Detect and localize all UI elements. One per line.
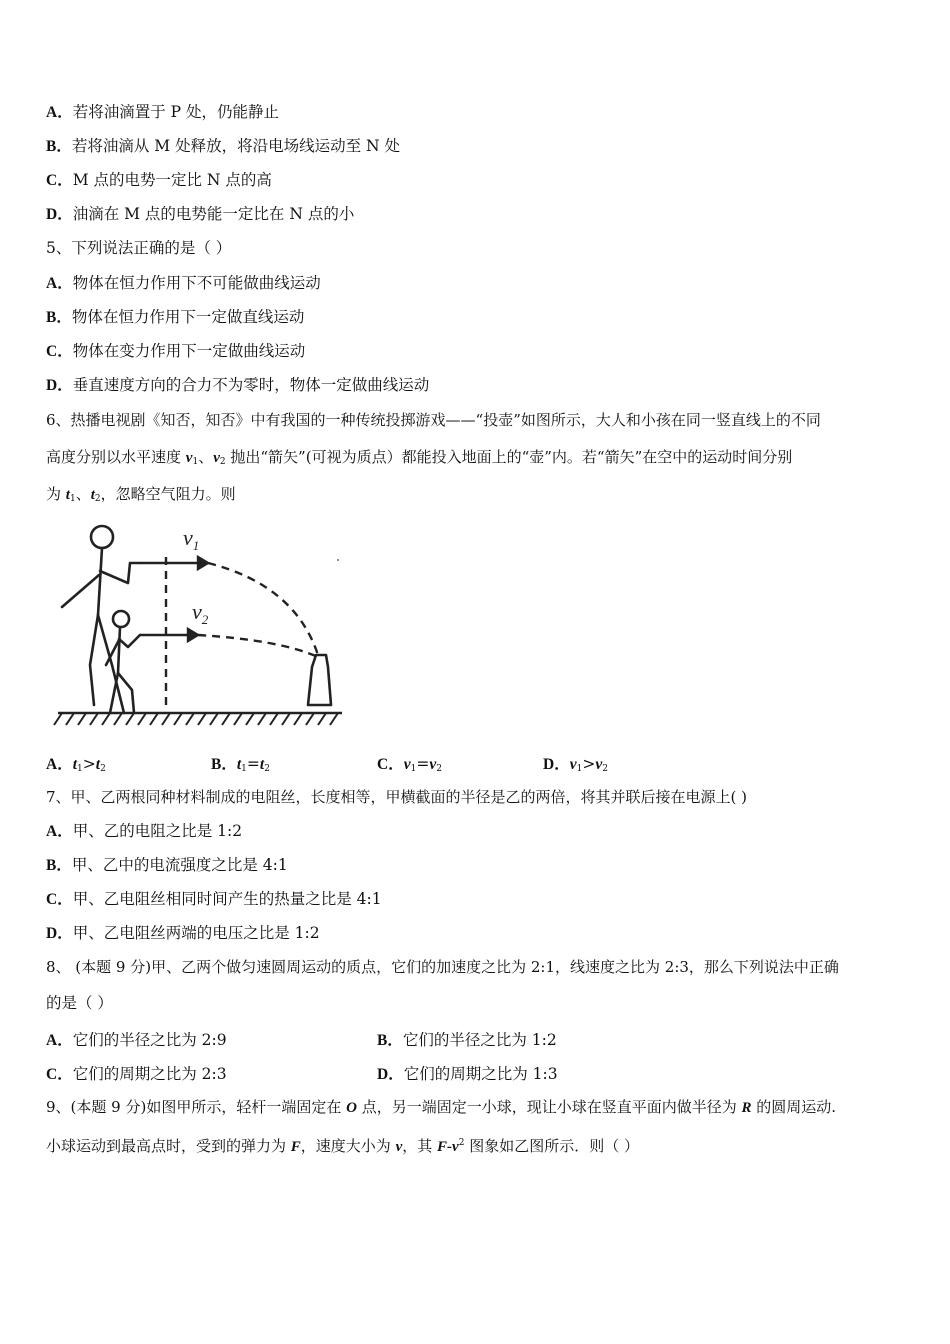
ground-hatch-line bbox=[222, 713, 230, 725]
q4-option-a bbox=[46, 102, 279, 123]
q8-stem-line2: 的是（ ） bbox=[46, 994, 113, 1012]
option-text: 甲、乙中的电流强度之比是 4:1 bbox=[71, 856, 288, 874]
q6-options bbox=[0, 752, 950, 772]
label-v2: $v_2$ bbox=[192, 599, 209, 627]
rhs: v bbox=[429, 756, 437, 773]
ground-hatch-line bbox=[282, 713, 290, 725]
ground-hatch-line bbox=[162, 713, 170, 725]
ground-hatch-line bbox=[258, 713, 266, 725]
child-leg-back bbox=[110, 673, 118, 713]
q9-text: 点，另一端固定一小球，现让小球在竖直平面内做半径为 bbox=[356, 1098, 742, 1116]
q8-options-row1 bbox=[0, 1028, 950, 1048]
q8-option-b bbox=[377, 1028, 557, 1050]
sub-1: 1 bbox=[69, 494, 76, 504]
ground-hatch-line bbox=[66, 713, 74, 725]
sub: 1 bbox=[77, 764, 83, 774]
sub-2: 2 bbox=[94, 494, 101, 504]
sub-1: 1 bbox=[192, 457, 199, 467]
option-letter: A． bbox=[46, 1032, 73, 1049]
adult-head bbox=[91, 526, 113, 548]
q9-text: 图象如乙图所示．则（ ） bbox=[464, 1137, 639, 1155]
option-letter: C． bbox=[46, 1066, 73, 1083]
option-letter: B． bbox=[46, 138, 72, 155]
option-text: 它们的周期之比为 2:3 bbox=[72, 1065, 227, 1083]
q9-text: ，其 bbox=[402, 1137, 438, 1155]
option-text: 若将油滴置于 P 处，仍能静止 bbox=[72, 103, 279, 121]
option-letter: B． bbox=[377, 1032, 403, 1049]
q8-option-c bbox=[46, 1062, 227, 1084]
separator: 、 bbox=[75, 485, 91, 503]
toss-pot-figure bbox=[50, 515, 350, 737]
option-text: 油滴在 M 点的电势能一定比在 N 点的小 bbox=[72, 205, 355, 223]
var-o: O bbox=[346, 1100, 357, 1116]
ground-hatch-line bbox=[270, 713, 278, 725]
child-throwing-arm bbox=[119, 635, 140, 647]
v2-arrow-head bbox=[188, 629, 198, 641]
ground bbox=[54, 713, 342, 725]
option-letter: A． bbox=[46, 823, 73, 840]
var-v2: v bbox=[213, 450, 220, 466]
ground-hatch-line bbox=[78, 713, 86, 725]
rhs: v bbox=[595, 756, 603, 773]
q9-text: 9、(本题 9 分)如图甲所示，轻杆一端固定在 bbox=[46, 1098, 347, 1116]
option-letter: C． bbox=[377, 756, 404, 773]
var-f-v: F-v bbox=[437, 1139, 459, 1155]
ground-hatch-line bbox=[150, 713, 158, 725]
ground-hatch-line bbox=[318, 713, 326, 725]
option-letter: B． bbox=[46, 857, 72, 874]
q8-options-row2 bbox=[0, 1062, 950, 1082]
v1-trajectory bbox=[208, 563, 318, 655]
op: > bbox=[82, 755, 96, 773]
option-text: 甲、乙电阻丝相同时间产生的热量之比是 4:1 bbox=[72, 890, 382, 908]
q6-text: ，忽略空气阻力。则 bbox=[100, 485, 236, 503]
q9-stem-line1 bbox=[46, 1097, 836, 1118]
option-letter: B． bbox=[211, 756, 237, 773]
option-text: 它们的半径之比为 2:9 bbox=[72, 1031, 227, 1049]
option-text: 垂直速度方向的合力不为零时，物体一定做曲线运动 bbox=[72, 376, 430, 394]
sub-2: 2 bbox=[219, 457, 226, 467]
q7-option-d bbox=[46, 923, 320, 944]
var-t2: t bbox=[90, 487, 95, 503]
v2-trajectory bbox=[198, 635, 318, 657]
separator: 、 bbox=[198, 448, 214, 466]
sub: 2 bbox=[264, 764, 270, 774]
q6-option-a bbox=[46, 752, 106, 774]
q4-option-d bbox=[46, 204, 354, 225]
q6-text: 高度分别以水平速度 bbox=[46, 448, 186, 466]
q6-stem-line3 bbox=[46, 484, 236, 509]
q6-option-c bbox=[377, 752, 442, 774]
lhs: v bbox=[569, 756, 577, 773]
q5-option-b bbox=[46, 307, 304, 328]
ground-hatch-line bbox=[126, 713, 134, 725]
q9-text: 的圆周运动. bbox=[751, 1098, 837, 1116]
q6-stem-line2 bbox=[46, 447, 792, 472]
option-letter: D． bbox=[46, 925, 73, 942]
q5-option-a bbox=[46, 273, 321, 294]
q4-option-b bbox=[46, 136, 400, 157]
q6-text: 抛出“箭矢”(可视为质点）都能投入地面上的“壶”内。若“箭矢”在空中的运动时间分别 bbox=[225, 448, 793, 466]
label-v1: $v_1$ bbox=[183, 525, 200, 553]
option-letter: A． bbox=[46, 756, 73, 773]
var-t1: t bbox=[65, 487, 70, 503]
op: = bbox=[416, 755, 430, 773]
adult-back-arm bbox=[62, 575, 99, 607]
op: > bbox=[582, 755, 596, 773]
option-letter: C． bbox=[46, 343, 73, 360]
superscript: 2 bbox=[458, 1138, 465, 1148]
option-letter: D． bbox=[543, 756, 570, 773]
q6-option-d bbox=[543, 752, 608, 774]
q4-option-c bbox=[46, 170, 272, 191]
ground-hatch-line bbox=[210, 713, 218, 725]
option-letter: B． bbox=[46, 309, 72, 326]
sub: 2 bbox=[436, 764, 442, 774]
ground-hatch-line bbox=[174, 713, 182, 725]
option-letter: D． bbox=[46, 377, 73, 394]
lhs: v bbox=[403, 756, 411, 773]
q9-stem-line2 bbox=[46, 1133, 639, 1157]
q8-stem-line1: 8、 (本题 9 分)甲、乙两个做匀速圆周运动的质点，它们的加速度之比为 2:1，线速度之比为 2:3，那么下列说法中正确 bbox=[46, 958, 839, 976]
q8-option-a bbox=[46, 1028, 227, 1050]
sub: 1 bbox=[576, 764, 583, 774]
q7-option-a bbox=[46, 821, 242, 842]
option-letter: D． bbox=[377, 1066, 404, 1083]
option-text: 它们的周期之比为 1:3 bbox=[403, 1065, 558, 1083]
ground-hatch-line bbox=[234, 713, 242, 725]
option-text: 物体在恒力作用下一定做直线运动 bbox=[71, 308, 305, 326]
op: = bbox=[246, 755, 260, 773]
option-letter: C． bbox=[46, 891, 73, 908]
rhs: t bbox=[259, 756, 265, 773]
sub: 2 bbox=[602, 764, 608, 774]
ground-hatch-line bbox=[114, 713, 122, 725]
option-text: M 点的电势一定比 N 点的高 bbox=[72, 171, 272, 189]
lhs: t bbox=[236, 756, 242, 773]
sub: 1 bbox=[410, 764, 417, 774]
option-text: 甲、乙电阻丝两端的电压之比是 1:2 bbox=[72, 924, 320, 942]
ground-hatch-line bbox=[54, 713, 62, 725]
q7-stem: 7、甲、乙两根同种材料制成的电阻丝，长度相等，甲横截面的半径是乙的两倍，将其并联后接在电源上( ) bbox=[46, 788, 748, 806]
ground-hatch-line bbox=[294, 713, 302, 725]
ground-hatch-line bbox=[246, 713, 254, 725]
q9-text: ，速度大小为 bbox=[300, 1137, 396, 1155]
q5-stem: 5、下列说法正确的是（ ） bbox=[46, 239, 232, 257]
q9-text: 小球运动到最高点时，受到的弹力为 bbox=[46, 1137, 291, 1155]
q8-option-d bbox=[377, 1062, 558, 1084]
option-text: 若将油滴从 M 处释放，将沿电场线运动至 N 处 bbox=[71, 137, 400, 155]
q5-option-c bbox=[46, 341, 305, 362]
var-v: v bbox=[395, 1139, 403, 1155]
ground-hatch-line bbox=[198, 713, 206, 725]
adult-throwing-arm bbox=[100, 563, 140, 583]
ground-hatch-line bbox=[186, 713, 194, 725]
sub: 2 bbox=[100, 764, 106, 774]
option-letter: A． bbox=[46, 275, 73, 292]
sub: 1 bbox=[241, 764, 247, 774]
adult-leg-back bbox=[90, 615, 98, 705]
v1-arrow-head bbox=[198, 557, 208, 569]
q7-option-c bbox=[46, 889, 382, 910]
q6-text: 为 bbox=[46, 485, 66, 503]
option-text: 物体在恒力作用下不可能做曲线运动 bbox=[72, 274, 321, 292]
adult-body bbox=[98, 548, 102, 615]
option-letter: A． bbox=[46, 104, 73, 121]
q7-option-b bbox=[46, 855, 288, 876]
ground-hatch-line bbox=[306, 713, 314, 725]
option-letter: D． bbox=[46, 206, 73, 223]
var-f: F bbox=[290, 1139, 301, 1155]
child-head bbox=[113, 611, 129, 627]
lhs: t bbox=[72, 756, 78, 773]
ground-hatch-line bbox=[102, 713, 110, 725]
var-r: R bbox=[741, 1100, 752, 1116]
ground-hatch-line bbox=[90, 713, 98, 725]
option-text: 甲、乙的电阻之比是 1:2 bbox=[72, 822, 243, 840]
var-v1: v bbox=[185, 450, 193, 466]
ground-hatch-line bbox=[330, 713, 338, 725]
q6-stem-line1: 6、热播电视剧《知否，知否》中有我国的一种传统投掷游戏——“投壶”如图所示，大人和小孩在同一竖直线上的不同 bbox=[46, 411, 821, 429]
option-text: 它们的半径之比为 1:2 bbox=[402, 1031, 557, 1049]
q5-option-d bbox=[46, 375, 429, 396]
rhs: t bbox=[95, 756, 101, 773]
pot bbox=[308, 655, 331, 705]
child-body bbox=[118, 627, 120, 673]
option-letter: C． bbox=[46, 172, 73, 189]
option-text: 物体在变力作用下一定做曲线运动 bbox=[72, 342, 306, 360]
ground-hatch-line bbox=[138, 713, 146, 725]
q6-option-b bbox=[211, 752, 270, 774]
child-leg-front bbox=[118, 673, 134, 713]
